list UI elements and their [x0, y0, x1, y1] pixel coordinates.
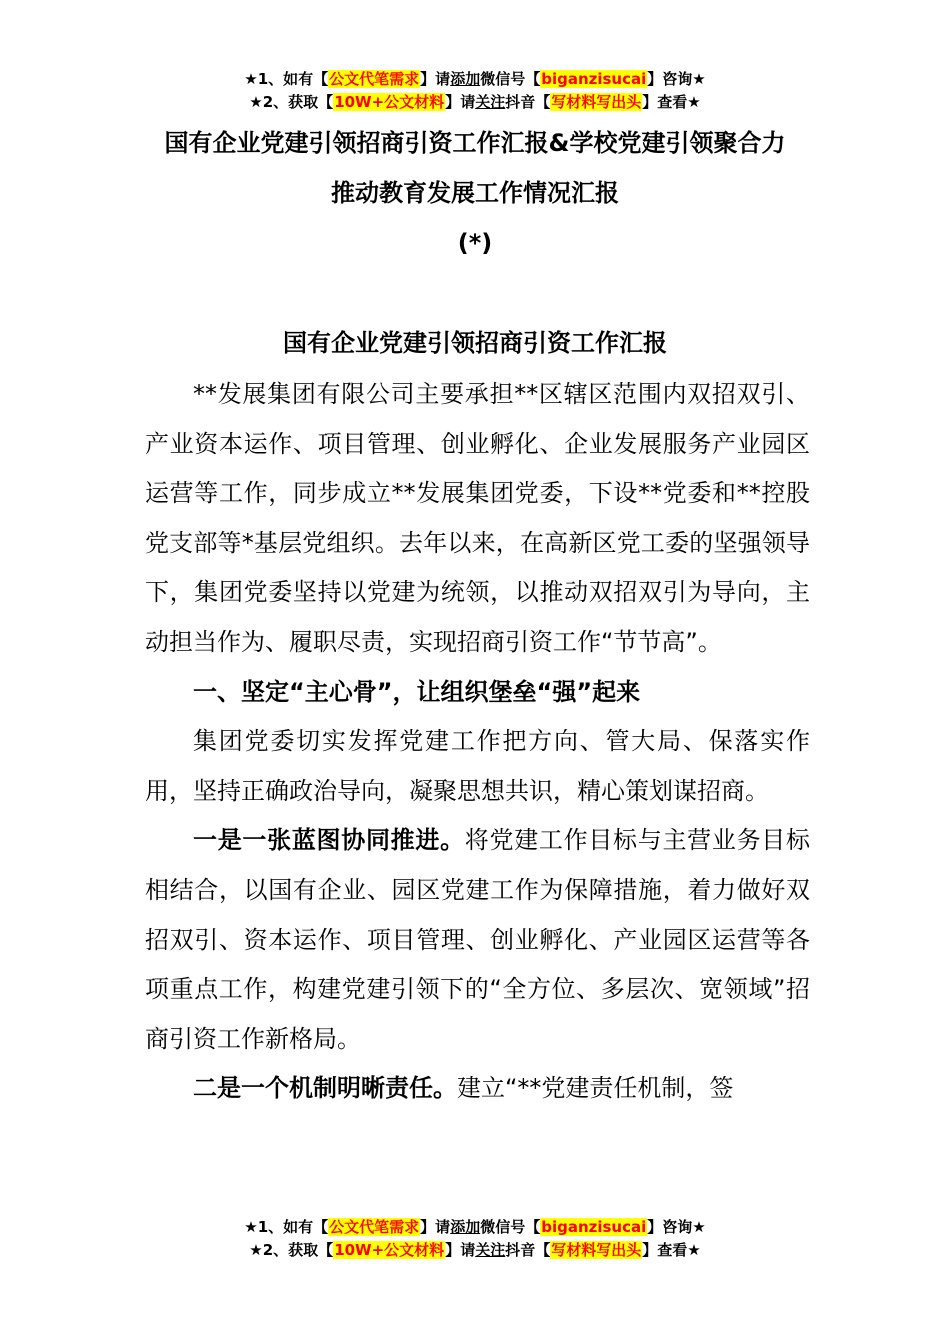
promo-text: 】请	[420, 1218, 451, 1236]
promo-line-1	[0, 1216, 950, 1239]
section-title: 国有企业党建引领招商引资工作汇报	[283, 329, 667, 357]
document-title-line-2: 推动教育发展工作情况汇报	[331, 179, 619, 207]
promo-text: 微信号【	[480, 70, 541, 88]
promo-text: ★1、如有【	[244, 70, 329, 88]
promo-text: 抖音【	[505, 93, 551, 111]
promo-highlight: 写材料写出头	[551, 1241, 642, 1259]
promo-text: 】请	[445, 93, 476, 111]
point-2-text: 建立“**党建责任机制，签	[457, 1074, 734, 1103]
heading-section-1: 一、坚定“主心骨”，让组织堡垒“强”起来	[193, 677, 641, 706]
promo-text: ★1、如有【	[244, 1218, 329, 1236]
promo-header	[0, 68, 950, 114]
paragraph-point-1	[145, 816, 810, 1064]
promo-text: 】查看★	[642, 1241, 701, 1259]
promo-text: ★2、获取【	[249, 1241, 334, 1259]
promo-underline: 添加	[450, 1218, 481, 1236]
promo-text: 微信号【	[480, 1218, 541, 1236]
promo-text: 】请	[445, 1241, 476, 1259]
promo-text: 】咨询★	[647, 70, 706, 88]
paragraph-section-1: 集团党委切实发挥党建工作把方向、管大局、保落实作用，坚持正确政治导向，凝聚思想共识，精心策划谋招商。	[145, 727, 810, 805]
promo-line-2	[0, 1239, 950, 1262]
promo-highlight: 公文代笔需求	[329, 70, 420, 88]
promo-line-2	[0, 91, 950, 114]
point-1-lead: 一是一张蓝图协同推进。	[193, 826, 465, 855]
paragraph-point-2	[145, 1064, 810, 1114]
document-title-line-1: 国有企业党建引领招商引资工作汇报&学校党建引领聚合力	[164, 129, 786, 157]
promo-text: 】查看★	[642, 93, 701, 111]
promo-text: 】请	[420, 70, 451, 88]
promo-highlight: biganzisucai	[541, 70, 647, 88]
promo-text: 】咨询★	[647, 1218, 706, 1236]
promo-highlight: 10W+公文材料	[334, 1241, 445, 1259]
promo-highlight: 写材料写出头	[551, 93, 642, 111]
promo-underline: 关注	[475, 93, 506, 111]
promo-underline: 关注	[475, 1241, 506, 1259]
promo-footer	[0, 1216, 950, 1262]
promo-line-1	[0, 68, 950, 91]
point-2-lead: 二是一个机制明晰责任。	[193, 1074, 457, 1103]
paragraph-intro: **发展集团有限公司主要承担**区辖区范围内双招双引、产业资本运作、项目管理、创业孵化、企业发展服务产业园区运营等工作，同步成立**发展集团党委，下设**党委和**控股党支部等*基层党组织。去年以来，在高新区党工委的坚强领导下，集团党委坚持以党建为统领，以推动双招双引为导向，主动担当作为、履职尽责，实现招商引资工作“节节高”。	[145, 380, 810, 656]
promo-text: ★2、获取【	[249, 93, 334, 111]
promo-text: 抖音【	[505, 1241, 551, 1259]
document-title-line-3: (*)	[457, 229, 493, 257]
point-1-text: 将党建工作目标与主营业务目标相结合，以国有企业、园区党建工作为保障措施，着力做好双招双引、资本运作、项目管理、创业孵化、产业园区运营等各项重点工作，构建党建引领下的“全方位、多层次、宽领域”招商引资工作新格局。	[145, 826, 811, 1053]
promo-highlight: 10W+公文材料	[334, 93, 445, 111]
promo-highlight: 公文代笔需求	[329, 1218, 420, 1236]
promo-underline: 添加	[450, 70, 481, 88]
promo-highlight: biganzisucai	[541, 1218, 647, 1236]
document-body	[145, 370, 810, 1114]
